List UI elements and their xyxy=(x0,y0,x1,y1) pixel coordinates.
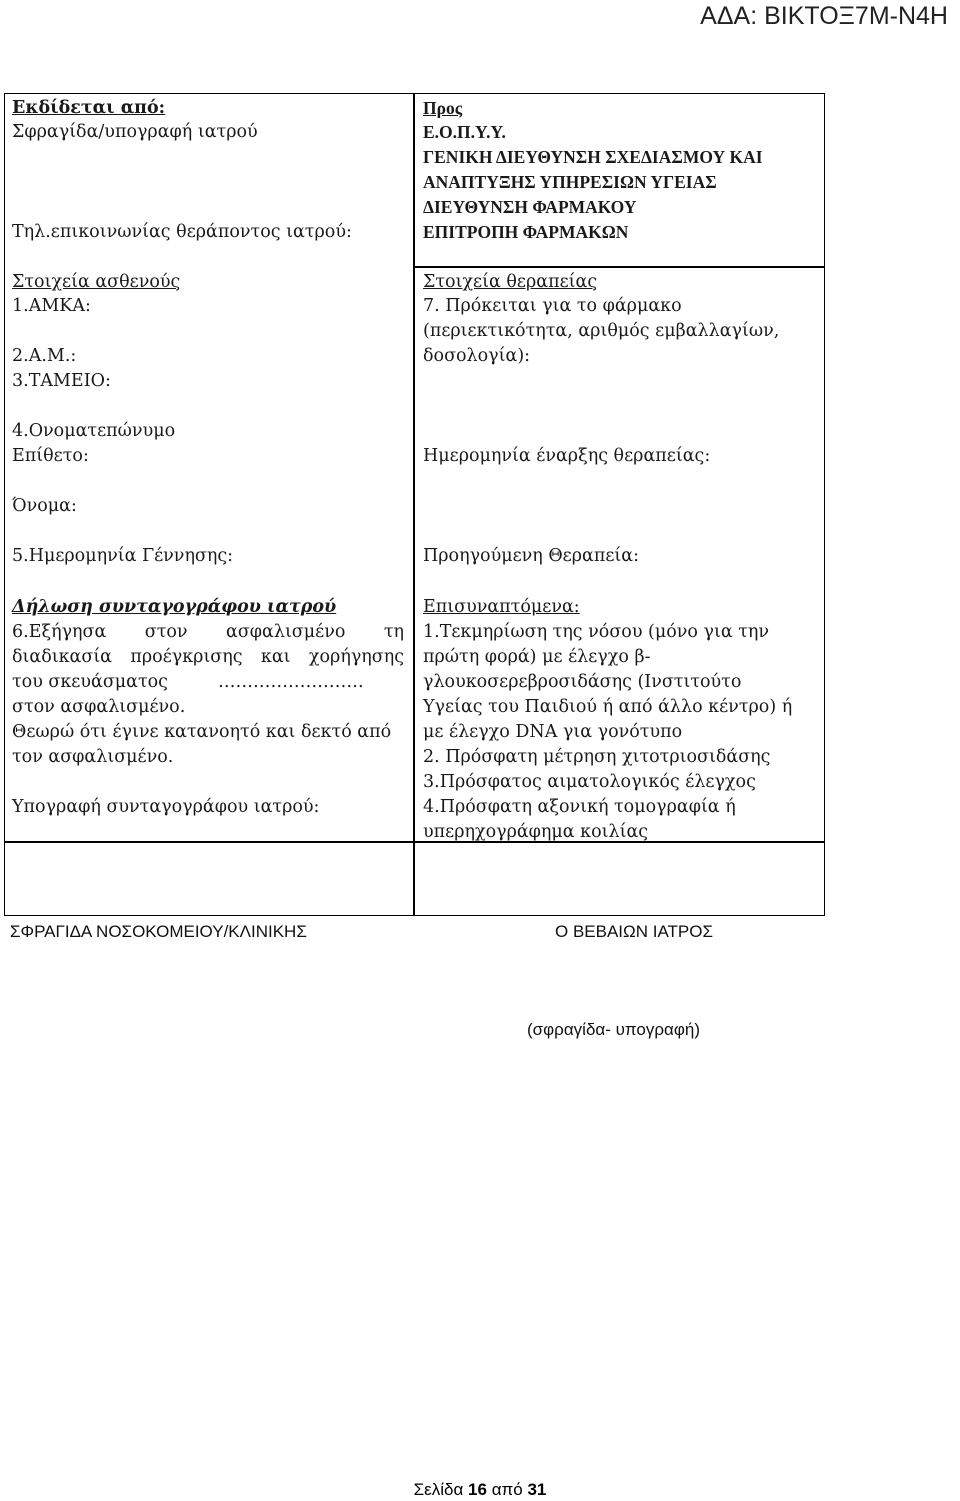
birthdate-label: 5.Ημερομηνία Γέννησης: xyxy=(12,546,234,566)
am-label: 2.Α.Μ.: xyxy=(12,346,77,366)
doctor-signature-label: Υπογραφή συνταγογράφου ιατρού: xyxy=(12,797,320,817)
ada-code: ΑΔΑ: ΒΙΚΤΟΞ7Μ-Ν4Η xyxy=(700,2,948,30)
hospital-seal-label: ΣΦΡΑΓΙΔΑ ΝΟΣΟΚΟΜΕΙΟΥ/ΚΛΙΝΙΚΗΣ xyxy=(10,922,307,941)
amka-label: 1.ΑΜΚΑ: xyxy=(12,296,91,316)
previous-therapy-label: Προηγούμενη Θεραπεία: xyxy=(423,546,639,566)
page-middle: από xyxy=(491,1480,523,1499)
declaration-line: Θεωρώ ότι έγινε κατανοητό και δεκτό από xyxy=(12,722,392,742)
seal-signature-note: (σφραγίδα- υπογραφή) xyxy=(527,1020,701,1039)
declaration-line: διαδικασία προέγκρισης και χορήγησης xyxy=(12,647,404,667)
attachment-line: 3.Πρόσφατος αιματολογικός έλεγχος xyxy=(423,772,756,792)
directorate-line: ΑΝΑΠΤΥΞΗΣ ΥΠΗΡΕΣΙΩΝ ΥΓΕΙΑΣ xyxy=(423,172,717,192)
directorate-line: ΕΠΙΤΡΟΠΗ ΦΑΡΜΑΚΩΝ xyxy=(423,222,629,242)
declaration-product-text: του σκευάσματος xyxy=(12,672,168,692)
right-header-divider xyxy=(413,266,825,268)
seal-signature-label: Σφραγίδα/υπογραφή ιατρού xyxy=(12,122,258,142)
declaration-heading: Δήλωση συνταγογράφου ιατρού xyxy=(12,597,337,617)
drug-line: (περιεκτικότητα, αριθμός εμβαλλαγίων, xyxy=(423,321,780,341)
attachment-line: Υγείας του Παιδιού ή από άλλο κέντρο) ή xyxy=(423,697,793,717)
to-label: Προς xyxy=(423,98,463,118)
attachment-line: γλουκοσερεβροσιδάσης (Ινστιτούτο xyxy=(423,672,742,692)
product-blank-dots: ……………………. xyxy=(218,672,364,692)
patient-heading: Στοιχεία ασθενούς xyxy=(12,272,181,292)
attachment-line: πρώτη φορά) με έλεγχο β- xyxy=(423,647,651,667)
page-number xyxy=(0,1480,960,1500)
declaration-line: στον ασφαλισμένο. xyxy=(12,697,186,717)
attachments-heading: Επισυναπτόμενα: xyxy=(423,597,580,617)
fullname-label: 4.Ονοματεπώνυμο xyxy=(12,421,176,441)
attachment-line: 1.Τεκμηρίωση της νόσου (μόνο για την xyxy=(423,622,770,642)
certifying-doctor-label: Ο ΒΕΒΑΙΩΝ ΙΑΤΡΟΣ xyxy=(555,922,713,941)
tameio-label: 3.ΤΑΜΕΙΟ: xyxy=(12,371,111,391)
page-current: 16 xyxy=(468,1480,487,1499)
start-date-label: Ημερομηνία έναρξης θεραπείας: xyxy=(423,446,711,466)
page-total: 31 xyxy=(527,1480,547,1499)
phone-label: Τηλ.επικοινωνίας θεράποντος ιατρού: xyxy=(12,222,352,242)
surname-label: Επίθετο: xyxy=(12,446,89,466)
attachment-line: 2. Πρόσφατη μέτρηση χιτοτριοσιδάσης xyxy=(423,747,771,767)
drug-line: 7. Πρόκειται για το φάρμακο xyxy=(423,296,682,316)
declaration-line: τον ασφαλισμένο. xyxy=(12,747,174,767)
attachment-line: 4.Πρόσφατη αξονική τομογραφία ή xyxy=(423,797,736,817)
declaration-line: 6.Εξήγησα στον ασφαλισμένο τη xyxy=(12,622,404,642)
page-prefix: Σελίδα xyxy=(413,1480,464,1499)
drug-line: δοσολογία): xyxy=(423,346,531,366)
directorate-line: ΓΕΝΙΚΗ ΔΙΕΥΘΥΝΣΗ ΣΧΕΔΙΑΣΜΟΥ ΚΑΙ xyxy=(423,147,763,167)
eopyy-label: Ε.Ο.Π.Υ.Υ. xyxy=(423,122,506,142)
directorate-line: ΔΙΕΥΘΥΝΣΗ ΦΑΡΜΑΚΟΥ xyxy=(423,197,637,217)
column-divider xyxy=(413,93,415,916)
issued-by-label: Εκδίδεται από: xyxy=(12,98,166,118)
attachment-line: με έλεγχο DNA για γονότυπο xyxy=(423,722,683,742)
firstname-label: Όνομα: xyxy=(12,496,77,516)
attachment-line: υπερηχογράφημα κοιλίας xyxy=(423,822,649,842)
declaration-line xyxy=(12,670,392,695)
signature-row-divider xyxy=(4,841,825,843)
therapy-heading: Στοιχεία θεραπείας xyxy=(423,272,598,292)
